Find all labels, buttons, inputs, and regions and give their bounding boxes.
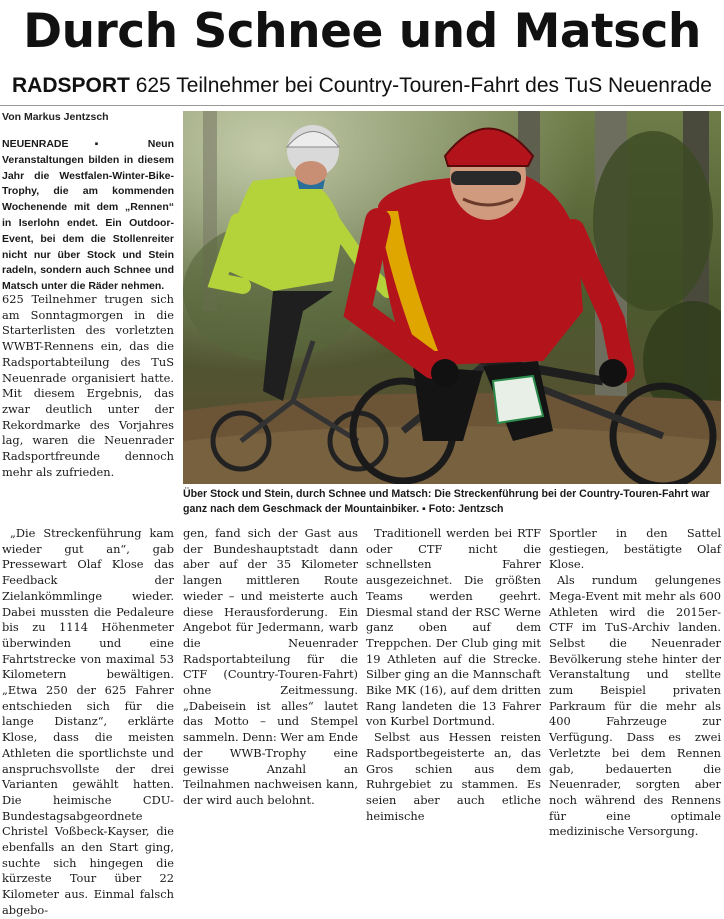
teaser-text: Neun Veranstaltungen bilden in diesem Jahr die Westfalen-Winter-Bike-Trophy, die am kommenden Wochenende mit dem „Rennen“ in Iserlohn endet. Ein Outdoor-Event, bei dem die Stollenreiter nicht nur über Stock und Stein radeln, sondern auch Schnee und Matsch unter die Räder nehmen. — [2, 138, 174, 293]
body-paragraph: Traditionell werden bei RTF oder CTF nicht die schnellsten Fahrer ausgezeichnet. Die größten Teams werden geehrt. Diesmal stand der RSC Werne ganz oben auf dem Treppchen. Der Club ging mit 19 Athleten auf die Strecke. Silber ging an die Mannschaft Bike MK (16), auf dem dritten Rang landeten die 13 Fahrer von Kurbel Dortmund. — [366, 526, 541, 729]
divider-line — [0, 105, 724, 106]
body-paragraph: Als rundum gelungenes Mega-Event mit mehr als 600 Athleten wird die 2015er-CTF im TuS-Archiv landen. Selbst die Neuenrader Bevölkerung stehe hinter der Veranstaltung und stellte zum Beispiel privaten Parkraum für die mehr als 400 Fahrzeuge zur Verfügung. Dass es zwei Verletzte bei dem Rennen gab, bedauerten die Neuenrader, sorgten aber noch während des Rennens für eine optimale medizinische Versorgung. — [549, 573, 721, 839]
body-column-1-top — [2, 292, 174, 480]
body-paragraph: Sportler in den Sattel gestiegen, bestätigte Olaf Klose. — [549, 526, 721, 572]
subheadline-row — [0, 72, 724, 100]
mountain-bikers-illustration — [183, 111, 721, 484]
photo-caption — [183, 487, 721, 516]
caption-text: Die Streckenführung bei der Country-Touren-Fahrt war ganz nach dem Geschmack der Mountainbiker. — [183, 488, 710, 515]
byline: Von Markus Jentzsch — [2, 111, 109, 123]
body-column-3 — [366, 526, 541, 824]
teaser-place: NEUENRADE — [2, 138, 69, 150]
body-column-2 — [183, 526, 358, 809]
headline: Durch Schnee und Matsch — [23, 4, 701, 59]
body-paragraph: 625 Teilnehmer trugen sich am Sonntagmorgen in die Starterlisten des vorletzten WWBT-Rennens ein, das die Radsportabteilung des TuS Neuenrade organisiert hatte. Mit diesem Ergebnis, das zwar deutlich unter der Rekordmarke des Vorjahres lag, waren die Neuenrader Radsportfreunde dennoch mehr als zufrieden. — [2, 292, 174, 479]
body-column-1 — [2, 526, 174, 919]
caption-separator: ▪ — [422, 502, 426, 515]
subheadline: 625 Teilnehmer bei Country-Touren-Fahrt des TuS Neuenrade — [135, 74, 712, 97]
body-paragraph: gen, fand sich der Gast aus der Bundeshauptstadt dann aber auf der 35 Kilometer langen mittleren Route wieder – und meisterte auch diese Herausforderung. Ein Angebot für Jedermann, warb die Neuenrader Radsportabteilung für die CTF (Country-Touren-Fahrt) ohne Zeitmessung. „Dabeisein ist alles“ lautet das Motto – und Stempel sammeln. Denn: Wer am Ende der WWB-Trophy eine gewisse Anzahl an Teilnahmen nachweisen kann, der wird auch belohnt. — [183, 526, 358, 807]
kicker: RADSPORT — [12, 74, 130, 97]
body-column-4 — [549, 526, 721, 840]
article-photo — [183, 111, 721, 484]
caption-lead: Über Stock und Stein, durch Schnee und Matsch: — [183, 488, 432, 500]
teaser-paragraph: NEUENRADE ▪ Neun Veranstaltungen bilden in diesem Jahr die Westfalen-Winter-Bike-Trophy, die am kommenden Wochenende mit dem „Rennen“ in Iserlohn endet. Ein Outdoor-Event, bei dem die Stollenreiter nicht nur über Stock und Stein radeln, sondern auch Schnee und Matsch unter die Räder nehmen. — [2, 138, 174, 293]
photo-credit: Foto: Jentzsch — [428, 502, 504, 515]
body-paragraph: „Die Streckenführung kam wieder gut an“, gab Pressewart Olaf Klose das Feedback der Zielankömmlinge wieder. Dabei mussten die Pedaleure bis zu 1114 Höhenmeter überwinden und eine Fahrtstrecke von maximal 53 Kilometern bewältigen. „Etwa 250 der 625 Fahrer entschieden sich für die lange Distanz“, erklärte Klose, dass die meisten Athleten die sportlichste und anspruchsvollste der drei Varianten gewählt hatten. Die heimische CDU-Bundestagsabgeordnete Christel Voßbeck-Kayser, die ebenfalls an den Start ging, suchte sich hingegen die kürzeste Tour über 22 Kilometer aus. Einmal falsch abgebo- — [2, 526, 174, 917]
body-paragraph: Selbst aus Hessen reisten Radsportbegeisterte an, das Gros schien aus dem Ruhrgebiet zu stammen. Es seien aber auch etliche heimische — [366, 730, 541, 823]
